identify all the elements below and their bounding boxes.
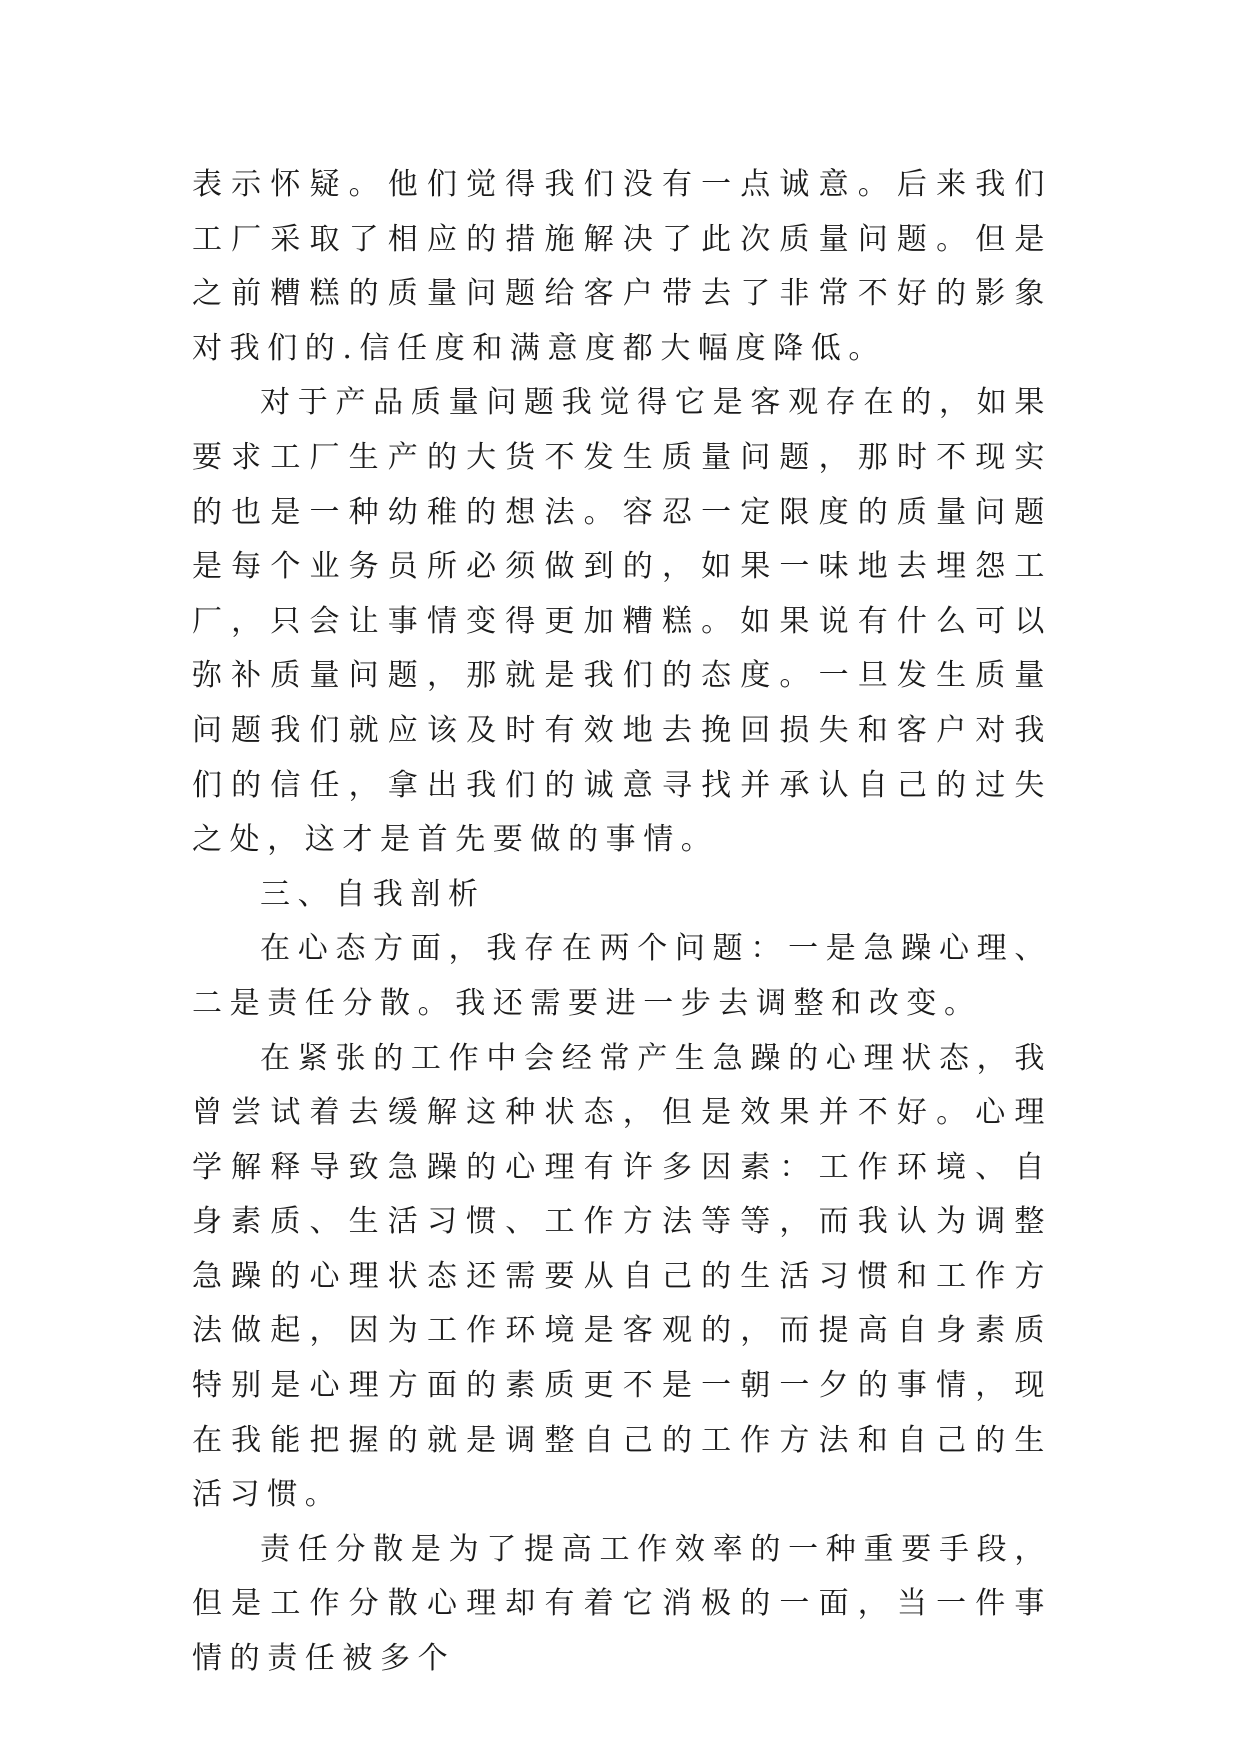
paragraph-mindset-issues: 在心态方面，我存在两个问题：一是急躁心理、二是责任分散。我还需要进一步去调整和改变。	[192, 931, 1052, 1021]
section-heading-self-analysis: 三、自我剖析	[260, 876, 486, 912]
document-body	[192, 158, 1052, 1687]
paragraph-impatience: 在紧张的工作中会经常产生急躁的心理状态，我曾尝试着去缓解这种状态，但是效果并不好。心理学解释导致急躁的心理有许多因素：工作环境、自身素质、生活习惯、工作方法等等，而我认为调整急躁的心理状态还需要从自己的生活习惯和工作方法做起，因为工作环境是客观的，而提高自身素质特别是心理方面的素质更不是一朝一夕的事情，现在我能把握的就是调整自己的工作方法和自己的生活习惯。	[192, 1040, 1052, 1513]
paragraph-responsibility-diffusion: 责任分散是为了提高工作效率的一种重要手段，但是工作分散心理却有着它消极的一面，当一件事情的责任被多个	[192, 1531, 1052, 1677]
paragraph-quality-attitude: 对于产品质量问题我觉得它是客观存在的，如果要求工厂生产的大货不发生质量问题，那时不现实的也是一种幼稚的想法。容忍一定限度的质量问题是每个业务员所必须做到的，如果一味地去埋怨工厂，只会让事情变得更加糟糕。如果说有什么可以弥补质量问题，那就是我们的态度。一旦发生质量问题我们就应该及时有效地去挽回损失和客户对我们的信任，拿出我们的诚意寻找并承认自己的过失之处，这才是首先要做的事情。	[192, 385, 1052, 858]
paragraph-continuation: 表示怀疑。他们觉得我们没有一点诚意。后来我们工厂采取了相应的措施解决了此次质量问题。但是之前糟糕的质量问题给客户带去了非常不好的影象对我们的.信任度和满意度都大幅度降低。	[192, 167, 1052, 366]
